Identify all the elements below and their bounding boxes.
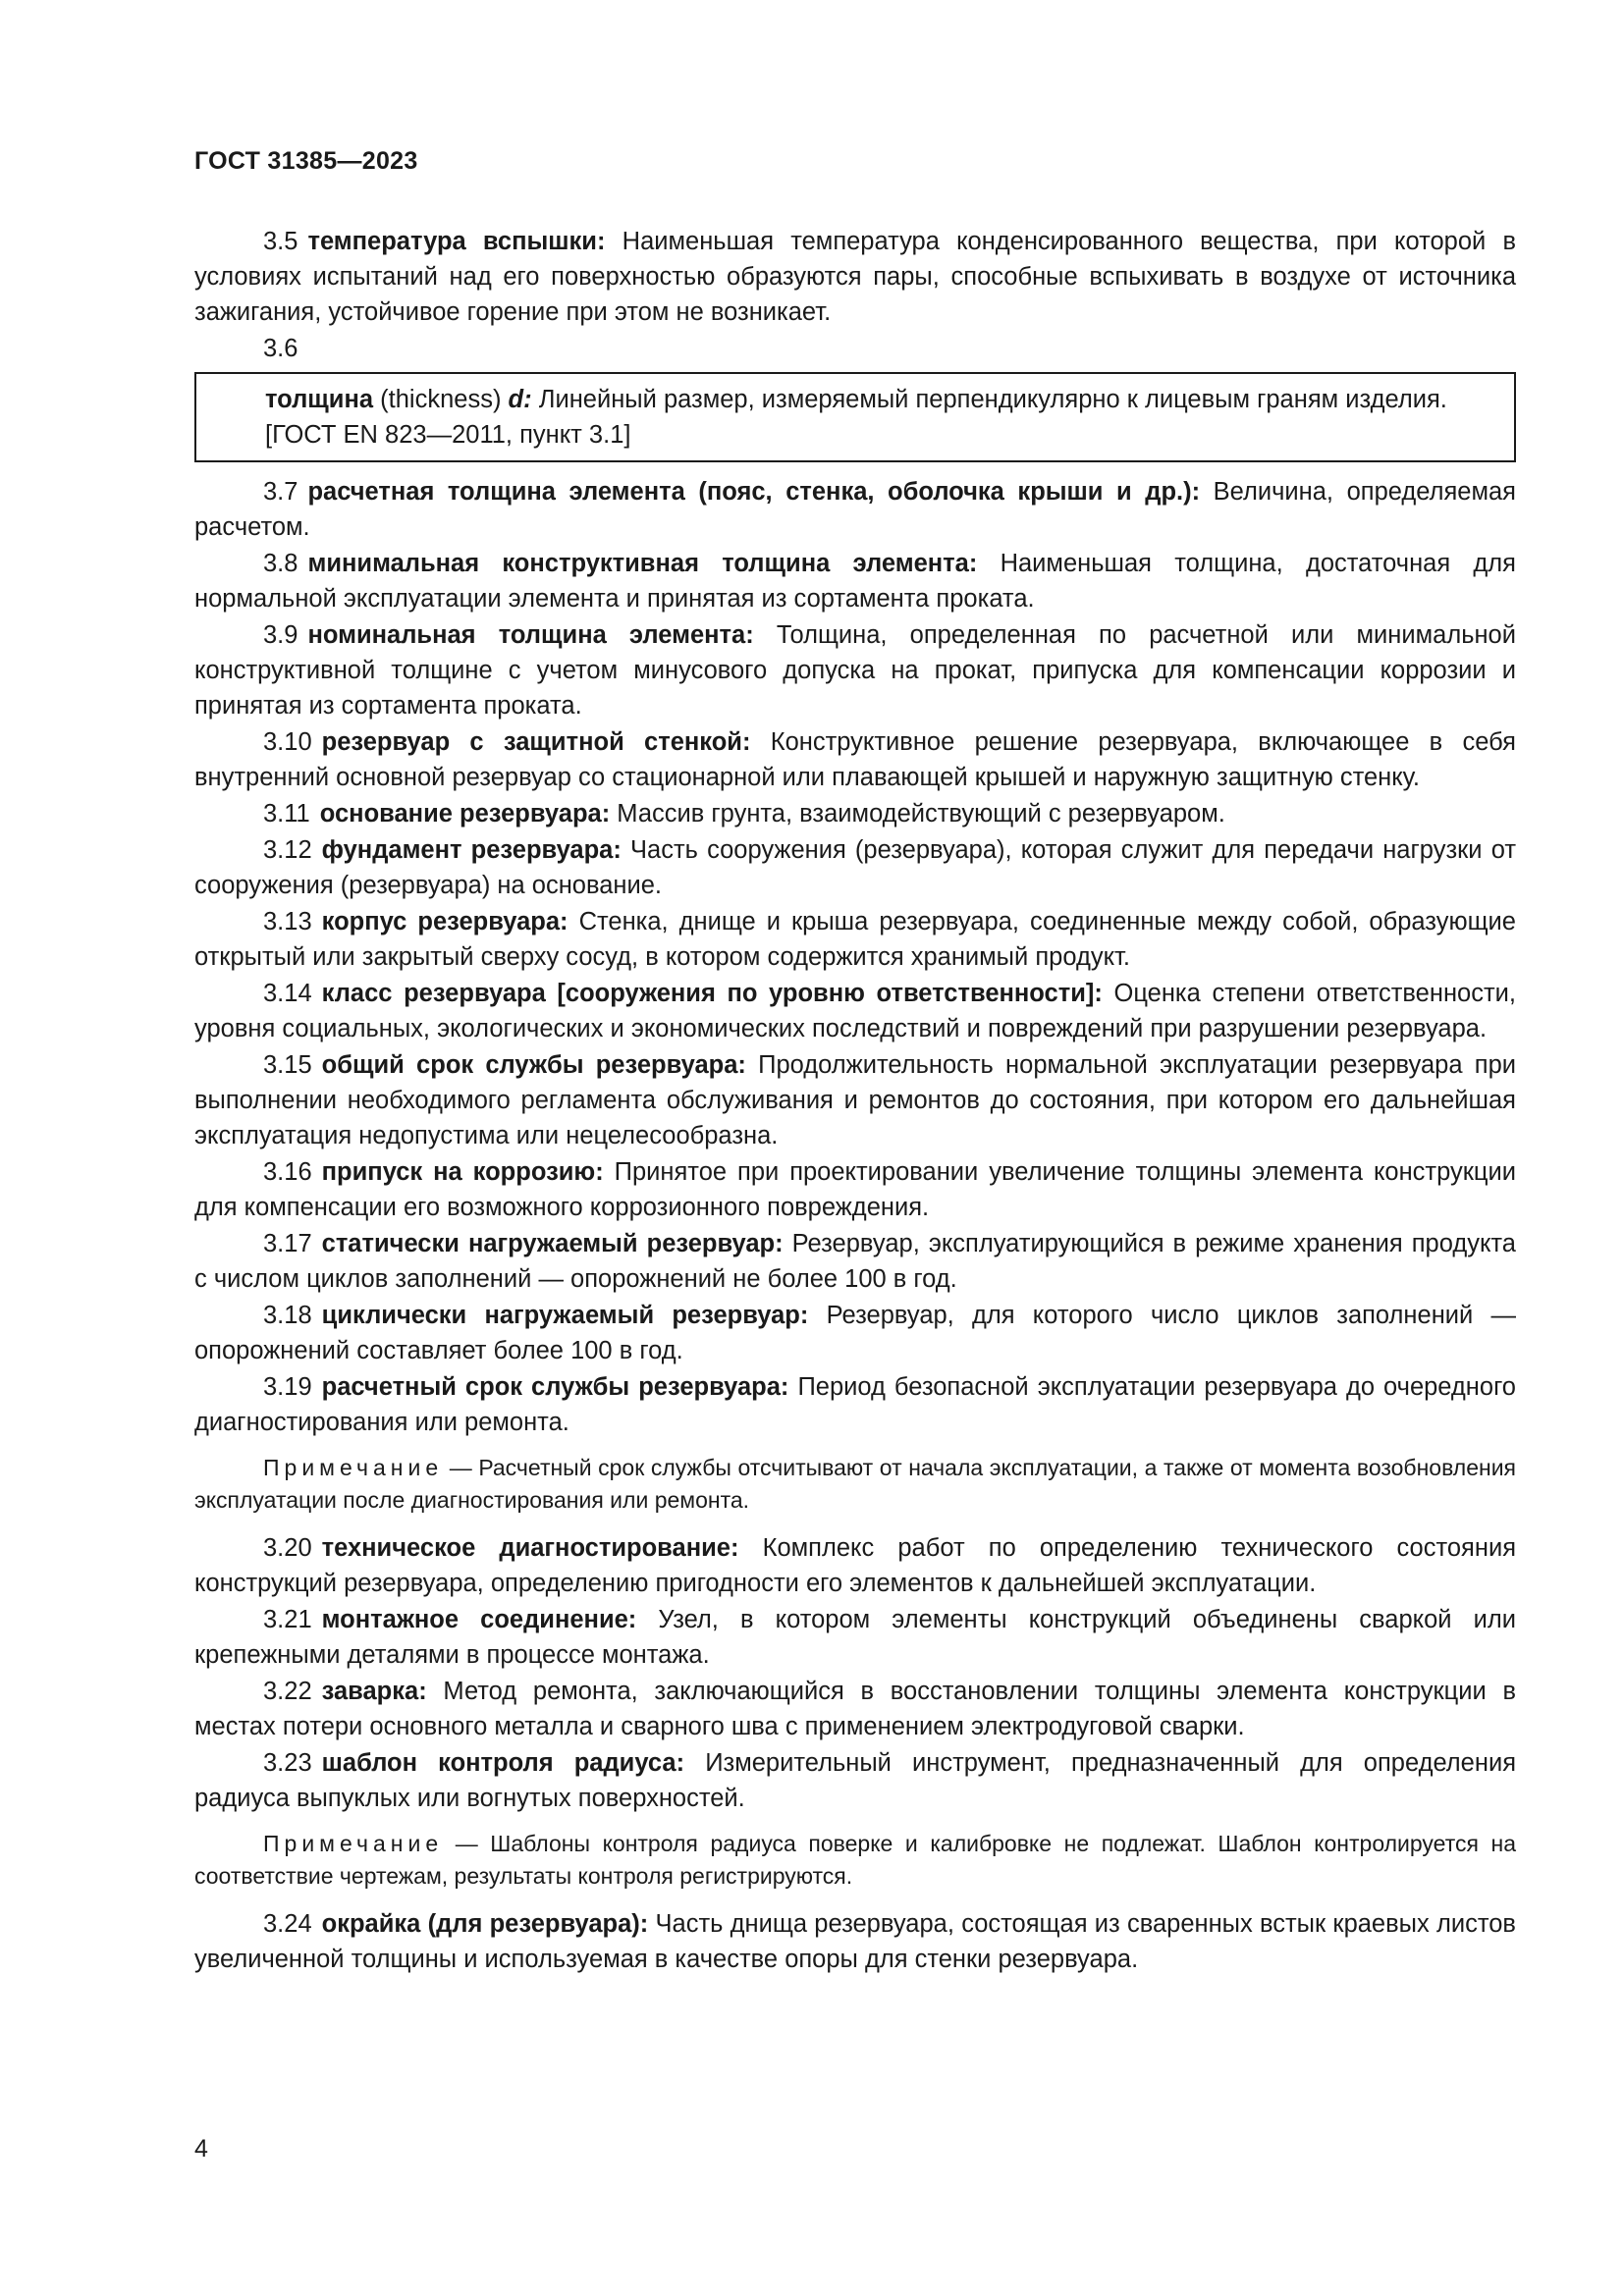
definition-3-16: [194, 1154, 1516, 1225]
clause-3-6-number: 3.6: [263, 335, 298, 362]
page-number: 4: [194, 2135, 208, 2163]
definition-3-24: [194, 1906, 1516, 1977]
definition-text: Резервуар, для которого число циклов заполнений — опорожнений составляет более 100 в год.: [194, 1302, 1516, 1364]
definition-3-21: [194, 1602, 1516, 1673]
term: класс резервуара [сооружения по уровню ответственности]:: [321, 980, 1103, 1007]
term: общий срок службы резервуара:: [321, 1051, 746, 1079]
definition-3-23: [194, 1745, 1516, 1816]
definition-3-17: [194, 1226, 1516, 1297]
definition-text: Часть сооружения (резервуара), которая служит для передачи нагрузки от сооружения (резервуара) на основание.: [194, 836, 1516, 899]
definition-text: Узел, в котором элементы конструкций объединены сваркой или крепежными деталями в процессе монтажа.: [194, 1606, 1516, 1669]
term: расчетный срок службы резервуара:: [321, 1373, 789, 1401]
definition-text: Массив грунта, взаимодействующий с резервуаром.: [617, 800, 1225, 828]
symbol: d:: [508, 386, 532, 413]
term: температура вспышки:: [307, 228, 606, 255]
definition-text: Принятое при проектировании увеличение толщины элемента конструкции для компенсации его возможного коррозионного повреждения.: [194, 1158, 1516, 1221]
clause-number: 3.16: [263, 1158, 312, 1186]
definition-text: Стенка, днище и крыша резервуара, соединенные между собой, образующие открытый или закрытый сверху сосуд, в котором содержится хранимый продукт.: [194, 908, 1516, 971]
definition-3-7: [194, 474, 1516, 545]
definition-text: Наименьшая толщина, достаточная для нормальной эксплуатации элемента и принятая из сортамента проката.: [194, 550, 1516, 613]
definition-3-6-box: [194, 372, 1516, 462]
definition-3-5: [194, 224, 1516, 330]
definition-text: Период безопасной эксплуатации резервуара до очередного диагностирования или ремонта.: [194, 1373, 1516, 1436]
clause-number: 3.15: [263, 1051, 312, 1079]
clause-number: 3.11: [263, 800, 310, 828]
definition-text: Часть днища резервуара, состоящая из сваренных встык краевых листов увеличенной толщины и используемая в качестве опоры для стенки резервуара.: [194, 1910, 1516, 1973]
note-3-23: [194, 1828, 1516, 1893]
source-reference: [ГОСТ EN 823—2011, пункт 3.1]: [265, 421, 631, 449]
term: циклически нагружаемый резервуар:: [321, 1302, 809, 1329]
term: толщина: [265, 386, 374, 413]
term: номинальная толщина элемента:: [307, 621, 754, 649]
document-header: ГОСТ 31385—2023: [194, 147, 418, 175]
definition-text: Метод ремонта, заключающийся в восстановлении толщины элемента конструкции в местах потери основного металла и сварного шва с применением электродуговой сварки.: [194, 1678, 1516, 1740]
note-label: Примечание: [263, 1455, 444, 1480]
definition-text: Продолжительность нормальной эксплуатации резервуара при выполнении необходимого регламента обслуживания и ремонтов до состояния, при котором его дальнейшая эксплуатация недопустима или нецелесообразна.: [194, 1051, 1516, 1149]
clause-number: 3.14: [263, 980, 312, 1007]
term: техническое диагностирование:: [321, 1534, 739, 1562]
clause-number: 3.10: [263, 728, 312, 756]
term: припуск на коррозию:: [321, 1158, 604, 1186]
term: корпус резервуара:: [321, 908, 568, 935]
definition-text: Величина, определяемая расчетом.: [194, 478, 1516, 541]
definition-3-19: [194, 1369, 1516, 1440]
clause-number: 3.20: [263, 1534, 312, 1562]
clause-number: 3.8: [263, 550, 298, 577]
definition-text: Измерительный инструмент, предназначенный для определения радиуса выпуклых или вогнутых поверхностей.: [194, 1749, 1516, 1812]
definition-3-14: [194, 976, 1516, 1046]
clause-number: 3.12: [263, 836, 312, 864]
definition-3-10: [194, 724, 1516, 795]
clause-number: 3.5: [263, 228, 298, 255]
term: минимальная конструктивная толщина элемента:: [307, 550, 978, 577]
term: резервуар с защитной стенкой:: [321, 728, 751, 756]
definition-3-22: [194, 1674, 1516, 1744]
clause-number: 3.22: [263, 1678, 312, 1705]
note-text: — Расчетный срок службы отсчитывают от начала эксплуатации, а также от момента возобновления эксплуатации после диагностирования или ремонта.: [194, 1455, 1516, 1513]
term: основание резервуара:: [319, 800, 611, 828]
clause-number: 3.13: [263, 908, 312, 935]
clause-number: 3.18: [263, 1302, 312, 1329]
definition-3-8: [194, 546, 1516, 616]
clause-number: 3.23: [263, 1749, 312, 1777]
document-body: [194, 224, 1516, 1978]
note-3-19: [194, 1452, 1516, 1517]
definition-3-18: [194, 1298, 1516, 1368]
definition-3-20: [194, 1530, 1516, 1601]
term: фундамент резервуара:: [321, 836, 622, 864]
clause-number: 3.7: [263, 478, 298, 506]
term: расчетная толщина элемента (пояс, стенка, оболочка крыши и др.):: [307, 478, 1201, 506]
definition-text: Толщина, определенная по расчетной или минимальной конструктивной толщине с учетом минусового допуска на прокат, припуска для компенсации коррозии и принятая из сортамента проката.: [194, 621, 1516, 720]
definition-text: Наименьшая температура конденсированного вещества, при которой в условиях испытаний над его поверхностью образуются пары, способные вспыхивать в воздухе от источника зажигания, устойчивое горение при этом не возникает.: [194, 228, 1516, 326]
english-term: (thickness): [380, 386, 502, 413]
definition-3-15: [194, 1047, 1516, 1153]
term: монтажное соединение:: [321, 1606, 637, 1633]
definition-3-12: [194, 832, 1516, 903]
definition-3-13: [194, 904, 1516, 975]
clause-number: 3.9: [263, 621, 298, 649]
clause-number: 3.21: [263, 1606, 312, 1633]
clause-number: 3.19: [263, 1373, 312, 1401]
definition-3-11: [194, 796, 1516, 831]
clause-number: 3.17: [263, 1230, 312, 1257]
definition-text: Конструктивное решение резервуара, включающее в себя внутренний основной резервуар со стационарной или плавающей крышей и наружную защитную стенку.: [194, 728, 1516, 791]
definition-text: Резервуар, эксплуатирующийся в режиме хранения продукта с числом циклов заполнений — опорожнений не более 100 в год.: [194, 1230, 1516, 1293]
definition-3-9: [194, 617, 1516, 723]
term: шаблон контроля радиуса:: [321, 1749, 685, 1777]
term: заварка:: [321, 1678, 427, 1705]
note-label: Примечание: [263, 1831, 444, 1856]
definition-text: Оценка степени ответственности, уровня социальных, экологических и экономических последствий и повреждений при разрушении резервуара.: [194, 980, 1516, 1042]
term: окрайка (для резервуара):: [321, 1910, 649, 1938]
definition-text: Комплекс работ по определению технического состояния конструкций резервуара, определению пригодности его элементов к дальнейшей эксплуатации.: [194, 1534, 1516, 1597]
term: статически нагружаемый резервуар:: [321, 1230, 784, 1257]
clause-number: 3.24: [263, 1910, 312, 1938]
definition-text: Линейный размер, измеряемый перпендикулярно к лицевым граням изделия.: [538, 386, 1447, 413]
note-text: — Шаблоны контроля радиуса поверке и калибровке не подлежат. Шаблон контролируется на соответствие чертежам, результаты контроля регистрируются.: [194, 1831, 1516, 1889]
